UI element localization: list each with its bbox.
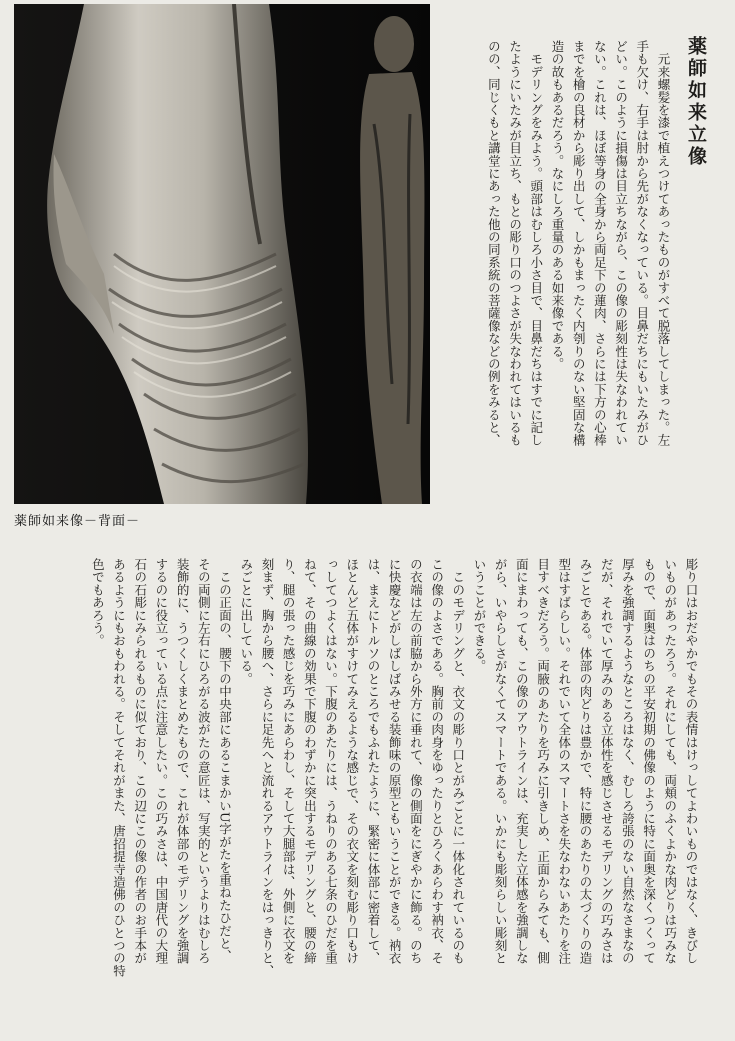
page-title: 薬師如来立像: [685, 36, 707, 168]
text-line: この像のよさである。胸前の肉身をゆったりとひろくあらわす衲衣、そ: [429, 558, 445, 965]
text-line: 元来螺髪を漆で植えつけてあったものがすべて脱落してしまった。左: [656, 40, 671, 447]
photo-caption: 薬師如来像－背面－: [14, 514, 141, 529]
text-line: に快慶などがしばしばみせる装飾味の原型ともいうことができる。衲衣: [387, 558, 403, 965]
text-line: 手も欠け、右手は肘から先がなくなっている。目鼻だちにもいたみがひ: [634, 40, 650, 447]
text-line: みごとに出している。: [238, 558, 254, 685]
text-line: あるようにもおもわれる。そしてそれがまた、唐招提寺造佛のひとつの特: [111, 558, 127, 978]
statue-back-photo: [14, 4, 430, 504]
text-line: その両側に左右にひろがる波がたの意匠は、写実的というよりはむしろ: [196, 558, 212, 965]
text-line: ほとんど五体がすけてみえるような感じで、その衣文を刻む彫り口もけ: [344, 558, 360, 965]
text-line: 目すべきだろう。両腋のあたりを巧みに引きしめ、正面からみても、側: [535, 558, 551, 965]
text-line: 刻まず、胸から腰へ、さらに足先へと流れるアウトラインをはっきりと、: [259, 558, 275, 978]
text-line: は、まえにトルソのところでもふれたように、緊密に体部に密着して、: [365, 558, 381, 965]
text-line: モデリングをみよう。頭部はむしろ小さ目で、目鼻だちはすでに記し: [528, 40, 544, 447]
text-line: いうことができる。: [471, 558, 487, 673]
text-line: までを檜の良材から彫り出して、しかもまったく内刳りのない堅固な構: [571, 40, 587, 447]
text-line: 色でもあろう。: [90, 558, 106, 647]
text-line: みごとである。体部の肉どりは豊かで、特に腰のあたりの太づくりの造: [577, 558, 593, 965]
text-line: だが、それでいて厚みのある立体性を感じさせるモデリングの巧みさは: [599, 558, 615, 965]
text-line: 造の故もあるだろう。なにしろ重量のある如来像である。: [549, 40, 565, 371]
text-line: たようにいたみが目立ち、もとの彫り口のつよさが失なわれてはいるも: [507, 40, 523, 447]
text-line: のの、同じくもと講堂にあった他の同系統の菩薩像などの例をみると、: [486, 40, 502, 447]
text-line: するのに役立っている点に注意したい。この巧みさは、中国唐代の大理: [153, 558, 169, 965]
body-text-bottom: [52, 558, 702, 1028]
text-line: ねて、その曲線の効果で下腹のわずかに突出するモデリングと、腰の締: [302, 558, 318, 965]
text-line: 厚みを強調するようなところはなく、むしろ誇張のない自然なさまなの: [620, 558, 636, 965]
text-line: り、腿の張った感じを巧みにあらわし、そして大腿部は、外側に衣文を: [281, 558, 297, 965]
text-line: この正面の、腰下の中央部にあるこまかいU字がたを重ねたひだと、: [217, 558, 233, 963]
text-line: いものがあったろう。それにしても、両頬のふくよかな肉どりは巧みな: [662, 558, 678, 965]
text-line: このモデリングと、衣文の彫り口とがみごとに一体化されているのも: [450, 558, 466, 965]
text-line: ない。これは、ほぼ等身の全身から両足下の蓮肉、さらには下方の心棒: [592, 40, 608, 447]
text-line: っしてつよくはない。下腹のあたりには、うねりのある七条のひだを重: [323, 558, 339, 965]
text-line: 石の石彫にみられるものに似ており、この辺にこの像の作者のお手本が: [132, 558, 148, 965]
text-line: がら、いやらしさがなくてスマートである。いかにも彫刻らしい彫刻と: [493, 558, 509, 965]
body-text-top: [444, 40, 674, 500]
text-line: もので、面奥はのちの平安初期の佛像のように特に面奥を深くつくって: [641, 558, 657, 965]
text-line: 彫り口はおだやかでもその表情はけっしてよわいものではなく、きびし: [684, 558, 699, 965]
text-line: 面にまわっても、この像のアウトラインは、充実した立体感を強調しな: [514, 558, 530, 965]
text-line: どい。このように損傷は目立ちながら、この像の彫刻性は失なわれてい: [613, 40, 629, 447]
text-line: 型はすばらしい。それでいて全体のスマートさを失なわないあたりを注: [556, 558, 572, 965]
text-line: 装飾的に、うつくしくまとめたもので、これが体部のモデリングを強調: [175, 558, 191, 965]
text-line: の衣端は左の前脇から外方に垂れて、像の側面をにぎやかに飾る。のち: [408, 558, 424, 965]
